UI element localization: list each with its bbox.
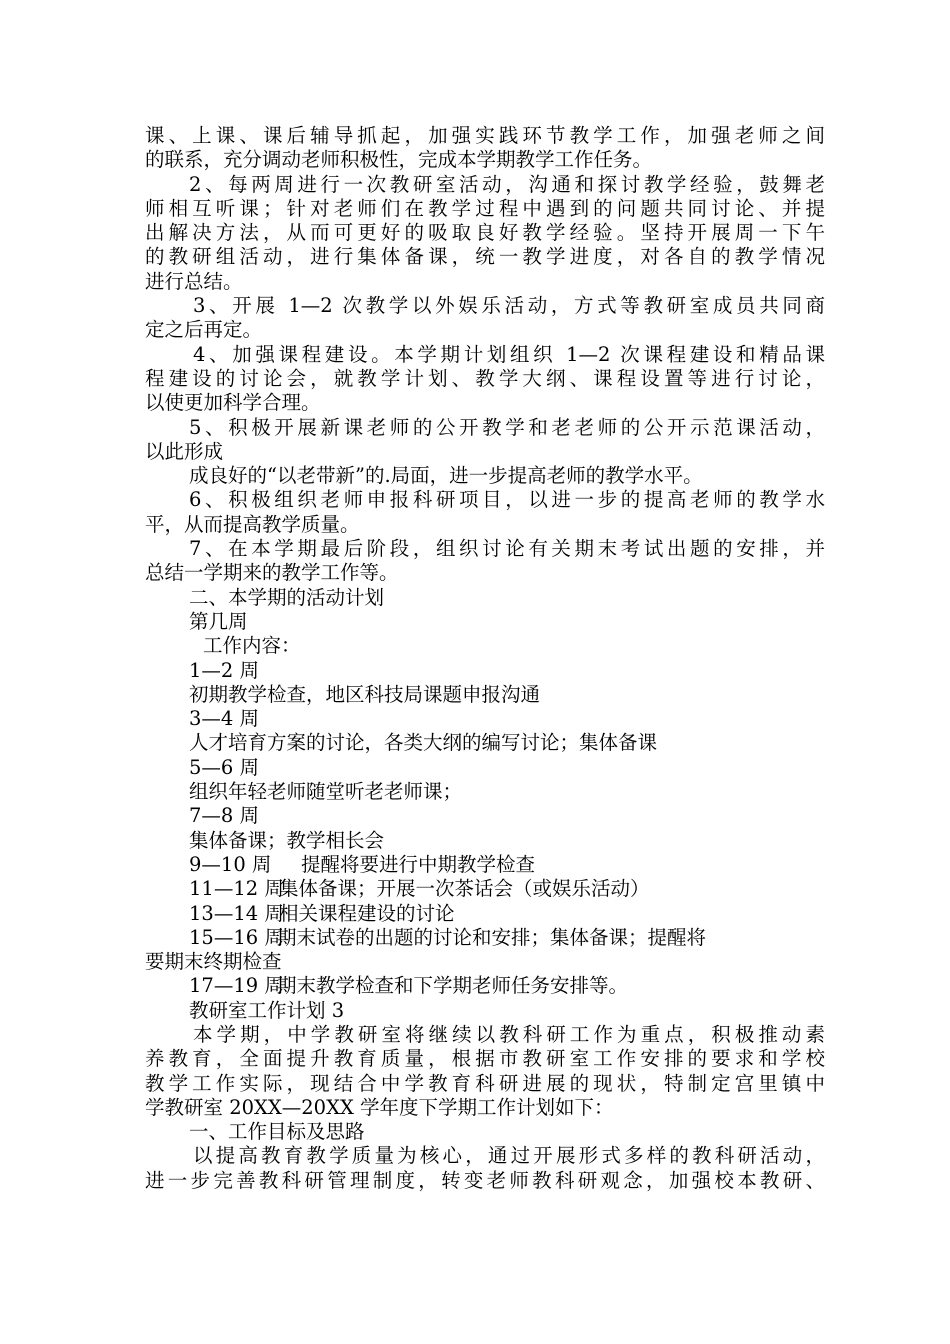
text-line: 初期教学检查，地区科技局课题申报沟通 <box>189 682 541 706</box>
text-line: 成良好的“以老带新”的.局面，进一步提高老师的教学水平。 <box>189 464 703 488</box>
text-line: 总结一学期来的教学工作等。 <box>145 561 399 585</box>
text-line: 7—8 周 <box>189 804 260 828</box>
text-line: 3—4 周 <box>189 707 260 731</box>
text-line: 组织年轻老师随堂听老老师课； <box>189 780 463 804</box>
text-line: 工作内容： <box>203 634 301 658</box>
schedule-week: 13—14 周 <box>189 901 284 925</box>
section-heading: 二、本学期的活动计划 <box>189 585 385 609</box>
text-line: 以提高教育教学质量为核心，通过开展形式多样的教科研活动， <box>193 1144 825 1168</box>
schedule-week: 11—12 周 <box>189 877 284 901</box>
text-line: 的联系，充分调动老师积极性，完成本学期教学工作任务。 <box>145 148 653 172</box>
text-line: 1—2 周 <box>189 658 260 682</box>
text-line: 教学工作实际，现结合中学教育科研进展的现状，特制定宫里镇中 <box>145 1071 825 1095</box>
text-line: 要期末终期检查 <box>145 950 282 974</box>
text-line: 程建设的讨论会，就教学计划、教学大纲、课程设置等进行讨论， <box>145 366 825 390</box>
section-heading: 一、工作目标及思路 <box>189 1120 365 1144</box>
text-line: 3、开展 1—2 次教学以外娱乐活动，方式等教研室成员共同商 <box>193 294 825 318</box>
text-line: 5、积极开展新课老师的公开教学和老老师的公开示范课活动， <box>189 415 825 439</box>
schedule-content: 期末试卷的出题的讨论和安排；集体备课；提醒将 <box>277 925 707 949</box>
schedule-row <box>145 902 825 926</box>
text-line: 课、上课、课后辅导抓起，加强实践环节教学工作，加强老师之间 <box>145 124 825 147</box>
text-line: 的教研组活动，进行集体备课，统一教学进度，对各自的教学情况 <box>145 245 825 269</box>
text-line: 7、在本学期最后阶段，组织讨论有关期末考试出题的安排，并 <box>189 537 825 561</box>
text-line: 集体备课；教学相长会 <box>189 828 385 852</box>
schedule-week: 15—16 周 <box>189 925 284 949</box>
schedule-content: 期末教学检查和下学期老师任务安排等。 <box>277 974 629 998</box>
schedule-row <box>145 877 825 901</box>
text-line: 以此形成 <box>145 439 224 463</box>
text-line: 本学期，中学教研室将继续以教科研工作为重点，积极推动素 <box>193 1022 825 1046</box>
text-line: 进一步完善教科研管理制度，转变老师教科研观念，加强校本教研、 <box>145 1168 825 1192</box>
text-line: 养教育，全面提升教育质量，根据市教研室工作安排的要求和学校 <box>145 1047 825 1071</box>
text-line: 第几周 <box>189 609 248 633</box>
text-line: 学教研室 20XX—20XX 学年度下学期工作计划如下： <box>145 1095 614 1119</box>
text-line: 平，从而提高教学质量。 <box>145 512 360 536</box>
schedule-row <box>145 926 825 950</box>
schedule-content: 集体备课；开展一次茶话会（或娱乐活动） <box>279 877 650 901</box>
schedule-row <box>145 974 825 998</box>
section-title: 教研室工作计划 3 <box>189 998 345 1022</box>
text-line: 2、每两周进行一次教研室活动，沟通和探讨教学经验，鼓舞老 <box>189 172 825 196</box>
text-line: 以使更加科学合理。 <box>145 391 321 415</box>
schedule-week: 9—10 周 <box>189 852 272 876</box>
text-line: 师相互听课；针对老师们在教学过程中遇到的问题共同讨论、并提 <box>145 196 825 220</box>
document-body <box>145 124 825 1193</box>
schedule-content: 相关课程建设的讨论 <box>279 901 455 925</box>
text-line: 4、加强课程建设。本学期计划组织 1—2 次课程建设和精品课 <box>193 342 825 366</box>
text-line: 6、积极组织老师申报科研项目，以进一步的提高老师的教学水 <box>189 488 825 512</box>
text-line: 进行总结。 <box>145 269 243 293</box>
text-line: 定之后再定。 <box>145 318 263 342</box>
schedule-row <box>145 853 825 877</box>
schedule-week: 17—19 周 <box>189 974 284 998</box>
text-line: 出解决方法，从而可更好的吸取良好教学经验。坚持开展周一下午 <box>145 221 825 245</box>
text-line: 5—6 周 <box>189 755 260 779</box>
text-line: 人才培育方案的讨论，各类大纲的编写讨论；集体备课 <box>189 731 658 755</box>
schedule-content: 提醒将要进行中期教学检查 <box>301 852 536 876</box>
